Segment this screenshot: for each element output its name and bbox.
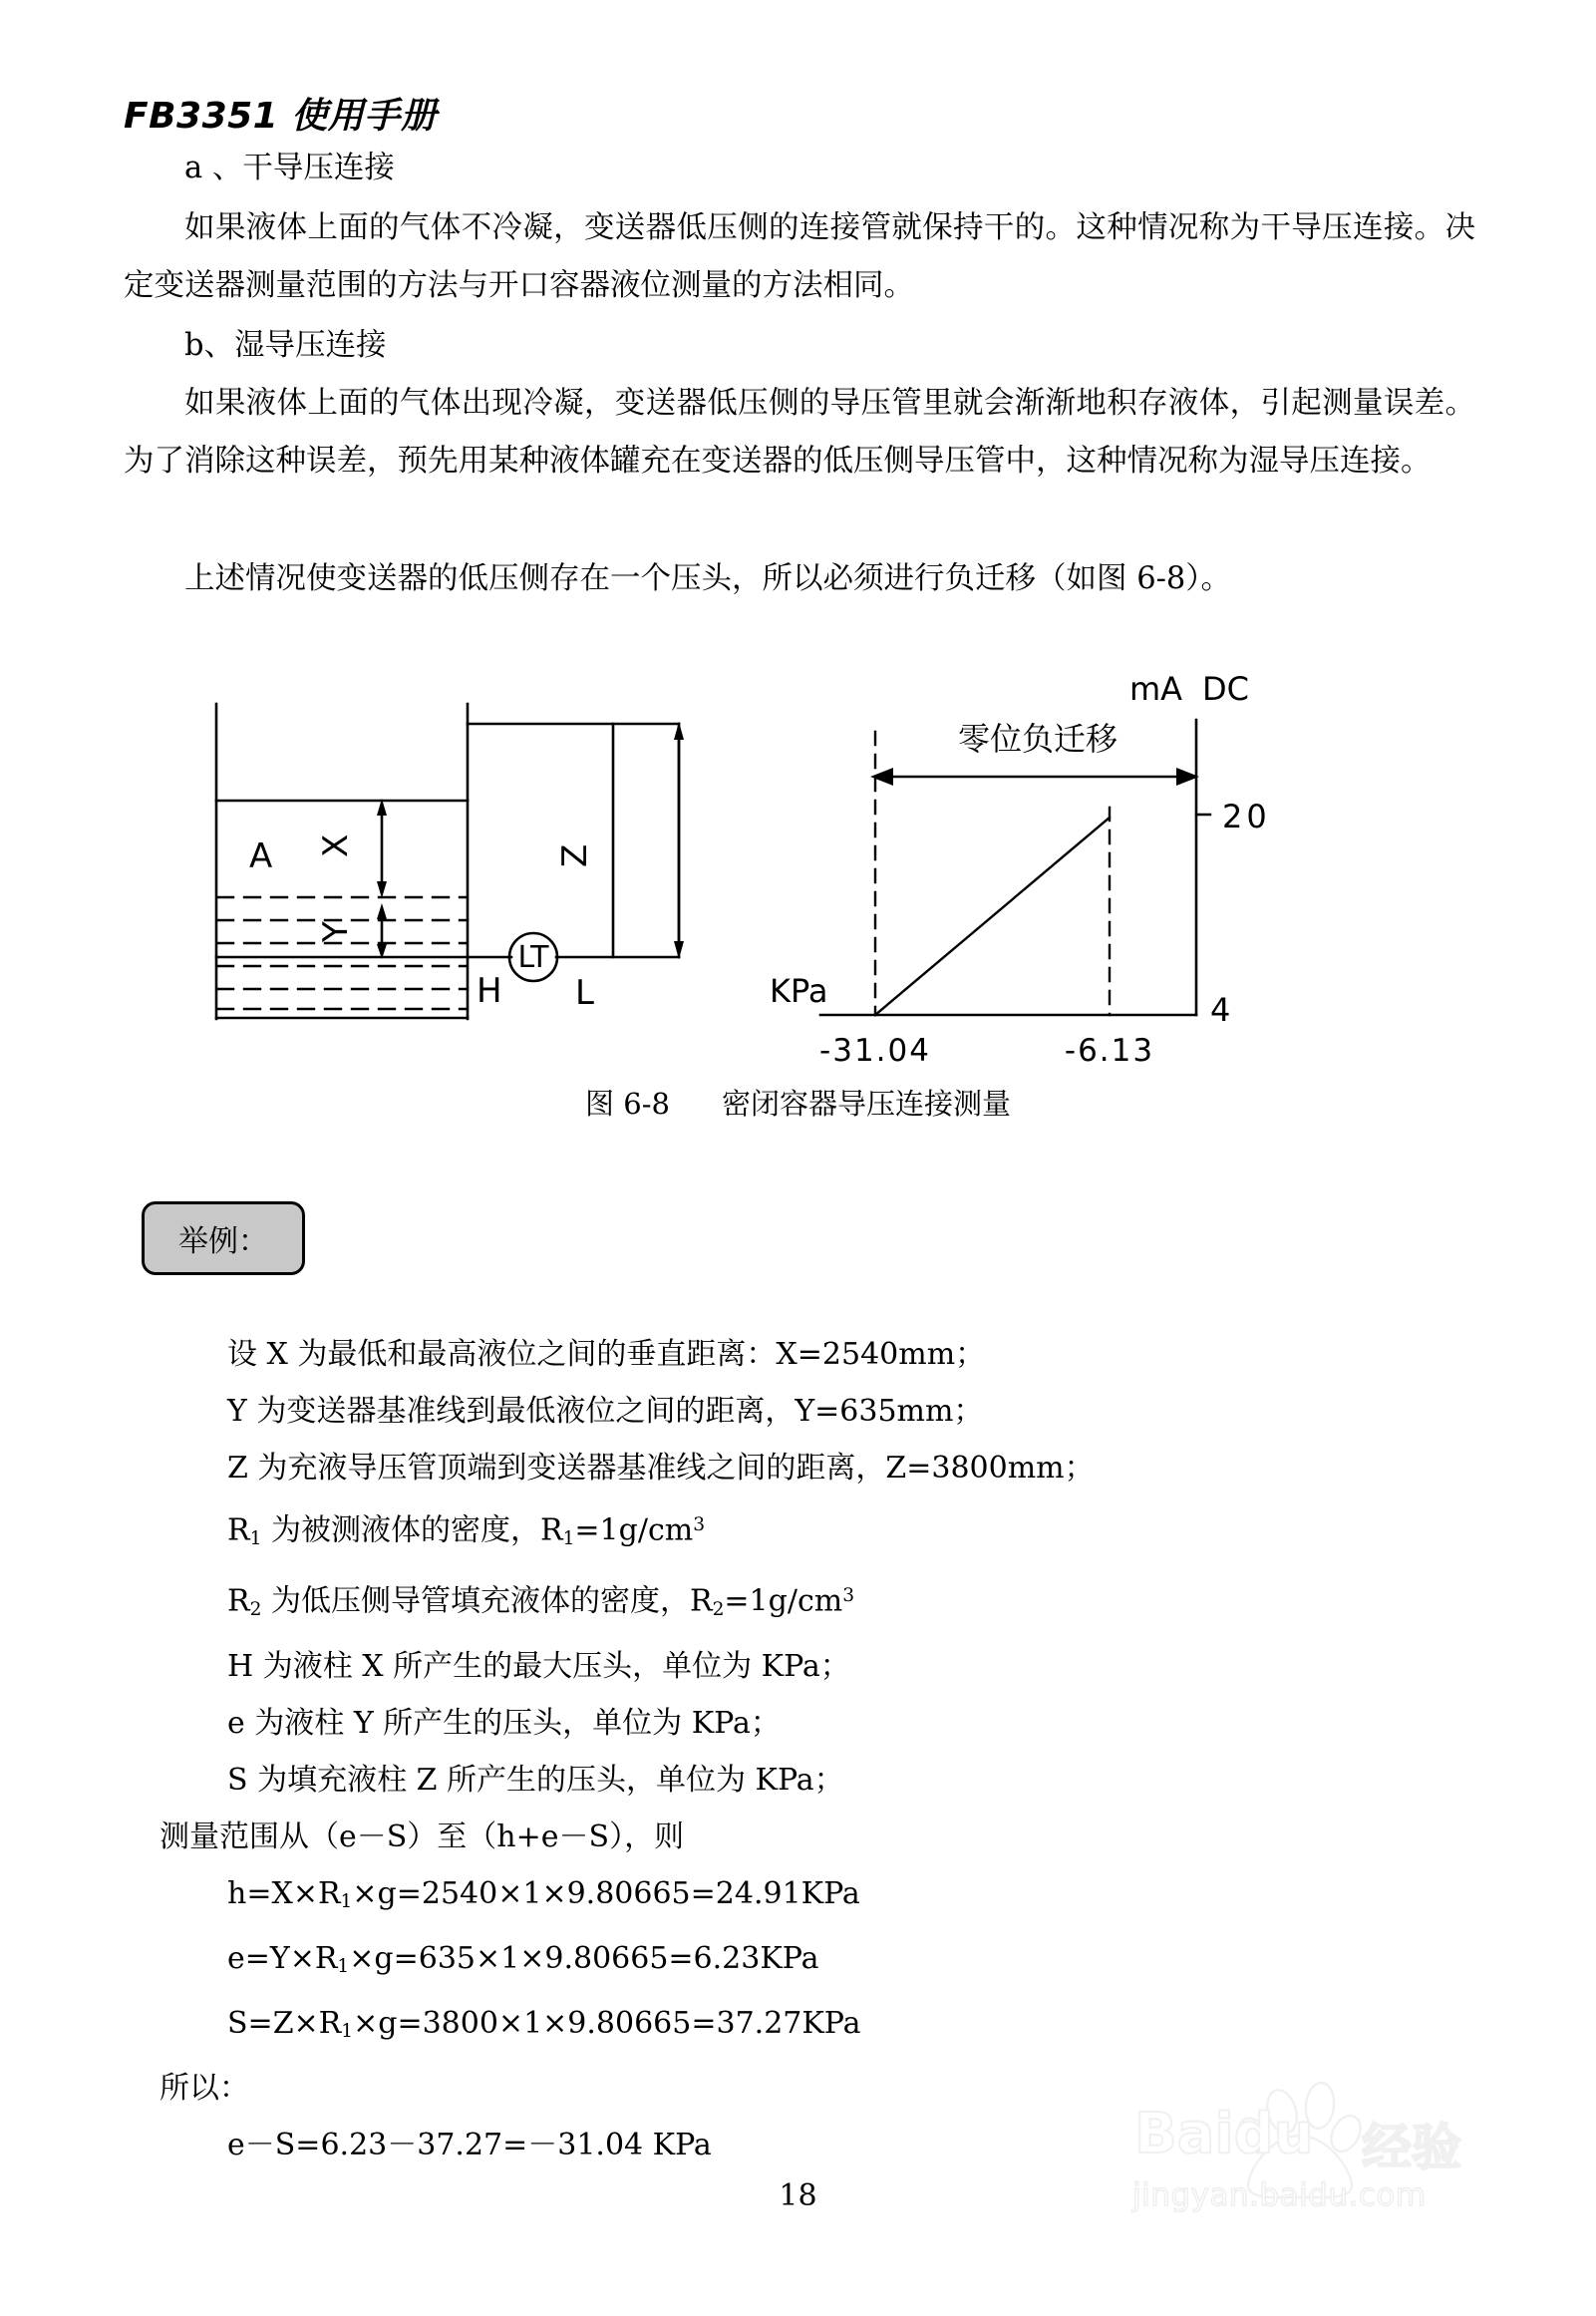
figure-caption-label: 图 6-8 — [585, 1087, 670, 1121]
chart-xlabel: KPa — [770, 972, 828, 1010]
example-lines — [160, 1326, 1475, 2173]
chart-xtick-label-low: -31.04 — [819, 1033, 931, 1069]
example-line: Y 为变送器基准线到最低液位之间的距离，Y=635mm； — [227, 1394, 984, 1429]
tank-liquid-hatch — [217, 897, 467, 1009]
tank-label-y: Y — [316, 921, 356, 942]
heading-wet-connection: b、湿导压连接 — [184, 328, 387, 363]
chart-annotation-zero-migration: 零位负迁移 — [957, 720, 1118, 758]
tank-label-x: X — [316, 833, 356, 857]
figure-6-8 — [0, 658, 1596, 1077]
watermark-brand: Baidu — [1134, 2102, 1314, 2166]
example-line: 所以： — [160, 2070, 249, 2106]
port-label-h: H — [477, 971, 502, 1011]
figure-6-8-svg — [0, 658, 1596, 1077]
paragraph-dry-connection: 如果液体上面的气体不冷凝，变送器低压侧的连接管就保持干的。这种情况称为干导压连接。决定变送器测量范围的方法与开口容器液位测量的方法相同。 — [124, 210, 1475, 303]
tank-label-a: A — [249, 836, 273, 876]
example-line: 测量范围从（e－S）至（h+e－S），则 — [160, 1819, 685, 1854]
example-line: $e=Y\times R_1\times g=635\times 1\times 9.80665=6.23KPa$ — [227, 1940, 819, 1977]
chart-ylabel: mA — [1128, 670, 1182, 708]
chart-ylabel-dc: DC — [1202, 670, 1249, 708]
example-line: $h=X\times R_1\times g=2540\times 1\times 9.80665=24.91KPa$ — [227, 1875, 860, 1912]
example-line: $S=Z\times R_1\times g=3800\times 1\times 9.80665=37.27KPa$ — [227, 2005, 861, 2042]
heading-dry-connection: a 、干导压连接 — [184, 151, 395, 185]
example-line: H 为液柱 X 所产生的最大压头，单位为 KPa； — [227, 1648, 850, 1684]
example-badge-label: 举例： — [178, 1224, 268, 1259]
example-badge — [142, 1201, 305, 1275]
tank-label-z: Z — [555, 843, 595, 867]
page-number: 18 — [779, 2178, 817, 2213]
chart-xtick-label-high: -6.13 — [1064, 1033, 1155, 1069]
example-line: S 为填充液柱 Z 所产生的压头，单位为 KPa； — [227, 1762, 844, 1798]
chart-response-line — [875, 818, 1110, 1015]
transmitter-label-lt: LT — [517, 940, 549, 975]
example-line: $R_1$ 为被测液体的密度，$R_1=1g/cm^3$ — [227, 1512, 706, 1549]
dimension-y-arrow-top — [377, 903, 387, 919]
migration-arrow-left-head — [870, 768, 893, 786]
example-line: 设 X 为最低和最高液位之间的垂直距离：X=2540mm； — [227, 1337, 986, 1372]
figure-caption — [0, 1082, 1596, 1123]
example-line: e 为液柱 Y 所产生的压头，单位为 KPa； — [227, 1705, 781, 1741]
dimension-x-arrow-bottom — [377, 881, 387, 898]
paragraph-negative-migration: 上述情况使变送器的低压侧存在一个压头，所以必须进行负迁移（如图 6-8）。 — [184, 561, 1232, 596]
paragraph-wet-connection: 如果液体上面的气体出现冷凝，变送器低压侧的导压管里就会渐渐地积存液体，引起测量误差。为了消除这种误差，预先用某种液体罐充在变送器的低压侧导压管中，这种情况称为湿导压连接。 — [124, 386, 1475, 479]
example-line: e－S=6.23－37.27=－31.04 KPa — [227, 2127, 712, 2162]
page-title: FB3351 使用手册 — [124, 96, 438, 137]
port-label-l: L — [575, 973, 594, 1013]
figure-caption-text: 密闭容器导压连接测量 — [721, 1087, 1011, 1121]
watermark-url: jingyan.baidu.com — [1132, 2177, 1427, 2213]
example-line: Z 为充液导压管顶端到变送器基准线之间的距离，Z=3800mm； — [227, 1451, 1095, 1486]
example-line: $R_2$ 为低压侧导管填充液体的密度，$R_2=1g/cm^3$ — [227, 1583, 855, 1620]
watermark-brand-cn: 经验 — [1362, 2119, 1461, 2176]
chart-ytick-label-20: 20 — [1222, 798, 1271, 835]
chart-ytick-label-4: 4 — [1210, 991, 1231, 1029]
